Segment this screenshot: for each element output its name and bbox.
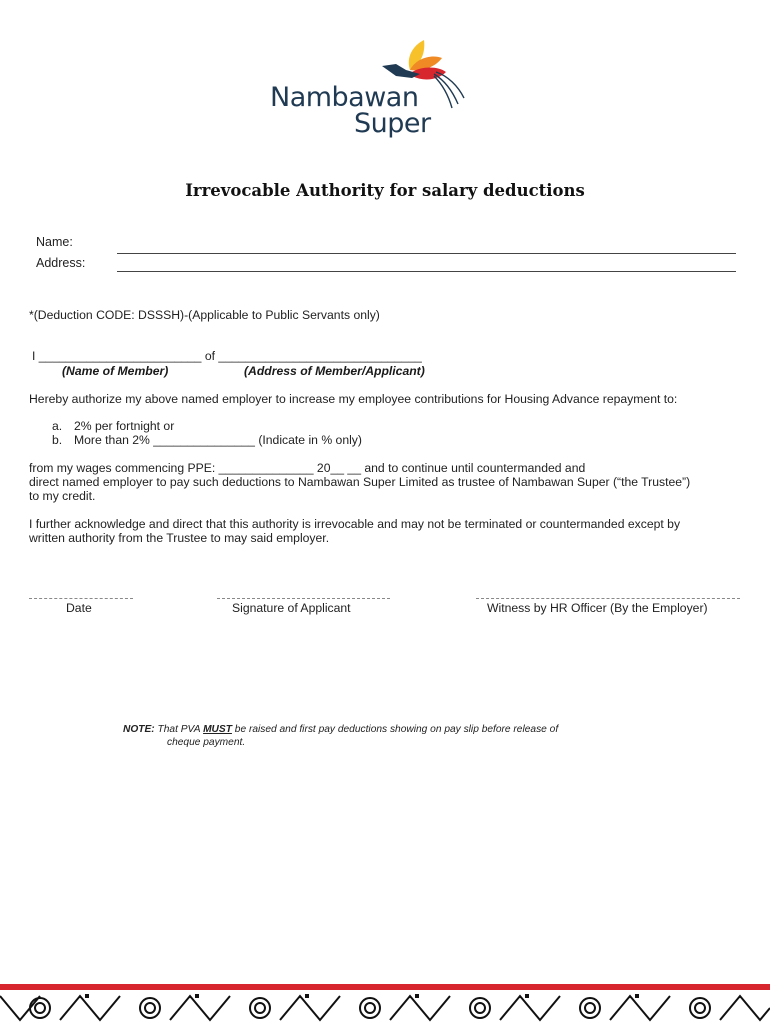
logo-text-line1: Nambawan [270, 82, 419, 113]
address-field-line[interactable] [117, 271, 736, 272]
member-address-blank[interactable]: ______________________________ [218, 349, 422, 363]
signature-of-applicant-label: Signature of Applicant [232, 601, 351, 615]
address-of-member-caption: (Address of Member/Applicant) [244, 364, 425, 378]
acknowledge-text-line1: I further acknowledge and direct that this authority is irrevocable and may not be terminated or countermanded except by [29, 517, 681, 531]
acknowledge-text-line2: written authority from the Trustee to may said employer. [29, 531, 330, 545]
member-i-text: I [32, 349, 36, 363]
date-signature-line[interactable] [29, 598, 133, 599]
deduction-code-text: *(Deduction CODE: DSSSH)-(Applicable to Public Servants only) [29, 308, 380, 322]
note-prefix: NOTE: [123, 724, 155, 735]
name-of-member-caption: (Name of Member) [62, 364, 169, 378]
date-label: Date [66, 601, 92, 615]
option-a-marker: a. [52, 419, 63, 433]
member-name-blank[interactable]: ________________________ [38, 349, 202, 363]
decorative-pattern-footer [0, 984, 770, 1024]
address-label: Address: [36, 256, 86, 270]
document-title: Irrevocable Authority for salary deductions [185, 181, 585, 200]
note-part1: That PVA [157, 724, 201, 735]
note-line2: cheque payment. [167, 737, 246, 748]
witness-signature-line[interactable] [476, 598, 740, 599]
logo-text-line2: Super [354, 108, 431, 139]
note-line1 [123, 723, 558, 736]
name-field-line[interactable] [117, 253, 736, 254]
wages-text-line2: direct named employer to pay such deductions to Nambawan Super Limited as trustee of Nambawan Super (“the Trustee”) [29, 475, 691, 489]
option-a-text: 2% per fortnight or [74, 419, 175, 433]
authorize-text: Hereby authorize my above named employer to increase my employee contributions for Housing Advance repayment to: [29, 392, 678, 406]
wages-text-line1: from my wages commencing PPE: ______________ 20__ __ and to continue until countermanded and [29, 461, 586, 475]
note-emphasis: MUST [203, 724, 232, 735]
name-label: Name: [36, 235, 73, 249]
nambawan-super-logo [262, 36, 472, 144]
wages-text-line3: to my credit. [29, 489, 96, 503]
witness-label: Witness by HR Officer (By the Employer) [487, 601, 708, 615]
option-b-marker: b. [52, 433, 63, 447]
applicant-signature-line[interactable] [217, 598, 390, 599]
member-of-text: of [204, 349, 216, 363]
option-b-text: More than 2% _______________ (Indicate in % only) [74, 433, 362, 447]
member-statement-line [32, 350, 422, 364]
note-part2: be raised and first pay deductions showing on pay slip before release of [234, 724, 559, 735]
